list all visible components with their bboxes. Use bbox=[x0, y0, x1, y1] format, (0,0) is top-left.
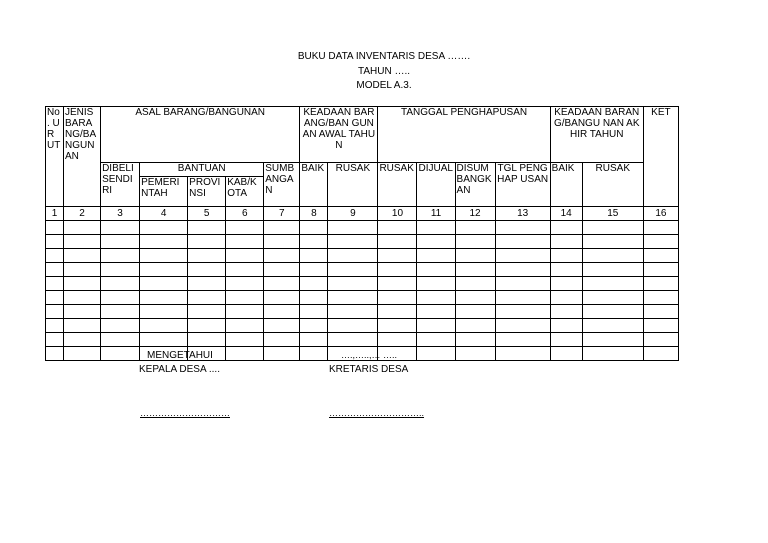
column-number-5: 5 bbox=[188, 207, 226, 221]
column-number-12: 12 bbox=[455, 207, 495, 221]
table-cell bbox=[46, 291, 64, 305]
header-asal-barang: ASAL BARANG/BANGUNAN bbox=[101, 107, 300, 163]
table-cell bbox=[582, 249, 643, 263]
table-cell bbox=[64, 319, 101, 333]
table-cell bbox=[417, 305, 455, 319]
column-number-10: 10 bbox=[378, 207, 417, 221]
table-cell bbox=[188, 333, 226, 347]
table-cell bbox=[550, 221, 582, 235]
table-cell bbox=[417, 333, 455, 347]
document-year: TAHUN ….. bbox=[357, 66, 411, 77]
table-cell bbox=[188, 235, 226, 249]
table-body bbox=[46, 221, 679, 361]
table-cell bbox=[300, 319, 328, 333]
table-cell bbox=[46, 221, 64, 235]
table-cell bbox=[188, 305, 226, 319]
table-cell bbox=[582, 347, 643, 361]
table-cell bbox=[378, 221, 417, 235]
table-cell bbox=[378, 235, 417, 249]
signature-line-left: ………………………… bbox=[140, 408, 230, 418]
table-cell bbox=[226, 333, 264, 347]
table-cell bbox=[495, 235, 550, 249]
table-cell bbox=[643, 305, 678, 319]
table-cell bbox=[300, 221, 328, 235]
table-cell bbox=[582, 221, 643, 235]
mengetahui-label: MENGETAHUI bbox=[147, 350, 213, 361]
table-cell bbox=[64, 249, 101, 263]
header-sumbangan: SUMB ANGA N bbox=[264, 163, 300, 207]
column-number-2: 2 bbox=[64, 207, 101, 221]
table-cell bbox=[226, 347, 264, 361]
column-number-13: 13 bbox=[495, 207, 550, 221]
table-cell bbox=[582, 235, 643, 249]
table-cell bbox=[455, 235, 495, 249]
table-cell bbox=[417, 347, 455, 361]
table-cell bbox=[101, 347, 140, 361]
table-cell bbox=[582, 291, 643, 305]
table-cell bbox=[264, 305, 300, 319]
table-cell bbox=[300, 305, 328, 319]
table-cell bbox=[101, 221, 140, 235]
table-cell bbox=[643, 277, 678, 291]
table-cell bbox=[226, 263, 264, 277]
table-row bbox=[46, 319, 679, 333]
table-cell bbox=[64, 333, 101, 347]
table-cell bbox=[226, 319, 264, 333]
table-cell bbox=[550, 249, 582, 263]
table-cell bbox=[328, 235, 378, 249]
table-cell bbox=[643, 263, 678, 277]
table-cell bbox=[328, 319, 378, 333]
table-cell bbox=[64, 263, 101, 277]
column-number-7: 7 bbox=[264, 207, 300, 221]
table-row bbox=[46, 305, 679, 319]
column-number-4: 4 bbox=[140, 207, 188, 221]
table-cell bbox=[455, 221, 495, 235]
table-cell bbox=[643, 333, 678, 347]
header-keterangan: KET bbox=[643, 107, 678, 207]
column-number-3: 3 bbox=[101, 207, 140, 221]
document-model: MODEL A.3. bbox=[356, 80, 412, 91]
column-number-14: 14 bbox=[550, 207, 582, 221]
table-cell bbox=[455, 291, 495, 305]
table-cell bbox=[378, 333, 417, 347]
table-cell bbox=[101, 333, 140, 347]
table-cell bbox=[226, 291, 264, 305]
table-cell bbox=[188, 221, 226, 235]
table-cell bbox=[495, 249, 550, 263]
table-cell bbox=[264, 249, 300, 263]
table-cell bbox=[140, 305, 188, 319]
table-cell bbox=[264, 291, 300, 305]
table-cell bbox=[582, 305, 643, 319]
table-cell bbox=[300, 333, 328, 347]
table-cell bbox=[264, 235, 300, 249]
kepala-desa-label: KEPALA DESA .... bbox=[139, 364, 220, 375]
table-cell bbox=[300, 277, 328, 291]
table-cell bbox=[495, 305, 550, 319]
table-cell bbox=[64, 235, 101, 249]
table-cell bbox=[455, 305, 495, 319]
table-cell bbox=[550, 235, 582, 249]
table-cell bbox=[140, 235, 188, 249]
table-cell bbox=[495, 263, 550, 277]
table-cell bbox=[226, 277, 264, 291]
table-cell bbox=[582, 319, 643, 333]
table-cell bbox=[328, 249, 378, 263]
header-dibeli-sendiri: DIBELI SENDI RI bbox=[101, 163, 140, 207]
table-cell bbox=[643, 347, 678, 361]
table-cell bbox=[226, 249, 264, 263]
table-row bbox=[46, 235, 679, 249]
table-cell bbox=[188, 291, 226, 305]
table-cell bbox=[550, 333, 582, 347]
table-cell bbox=[328, 291, 378, 305]
header-pemerintah: PEMERI NTAH bbox=[140, 177, 188, 207]
table-cell bbox=[264, 333, 300, 347]
table-cell bbox=[455, 263, 495, 277]
table-cell bbox=[378, 319, 417, 333]
header-jenis-barang: JENIS BARA NG/BA NGUN AN bbox=[64, 107, 101, 207]
table-cell bbox=[264, 277, 300, 291]
table-cell bbox=[140, 221, 188, 235]
table-cell bbox=[455, 249, 495, 263]
column-number-1: 1 bbox=[46, 207, 64, 221]
table-cell bbox=[643, 249, 678, 263]
table-cell bbox=[140, 319, 188, 333]
table-cell bbox=[64, 291, 101, 305]
table-cell bbox=[226, 221, 264, 235]
header-bantuan: BANTUAN bbox=[140, 163, 264, 177]
table-cell bbox=[264, 347, 300, 361]
header-tanggal-penghapusan: TANGGAL PENGHAPUSAN bbox=[378, 107, 550, 163]
table-cell bbox=[550, 347, 582, 361]
header-provinsi: PROVI NSI bbox=[188, 177, 226, 207]
header-keadaan-akhir: KEADAAN BARANG/BANGU NAN AKHIR TAHUN bbox=[550, 107, 643, 163]
table-cell bbox=[264, 319, 300, 333]
table-cell bbox=[417, 221, 455, 235]
table-cell bbox=[64, 305, 101, 319]
table-cell bbox=[46, 263, 64, 277]
table-cell bbox=[101, 319, 140, 333]
table-cell bbox=[226, 305, 264, 319]
header-keadaan-awal: KEADAAN BARANG/BAN GUNAN AWAL TAHUN bbox=[300, 107, 378, 163]
table-row bbox=[46, 277, 679, 291]
table-cell bbox=[550, 305, 582, 319]
table-cell bbox=[300, 249, 328, 263]
table-cell bbox=[46, 235, 64, 249]
table-cell bbox=[550, 291, 582, 305]
table-cell bbox=[46, 333, 64, 347]
column-number-6: 6 bbox=[226, 207, 264, 221]
table-cell bbox=[455, 319, 495, 333]
table-cell bbox=[643, 235, 678, 249]
table-cell bbox=[300, 235, 328, 249]
document-title: BUKU DATA INVENTARIS DESA ……. bbox=[297, 51, 471, 62]
column-number-11: 11 bbox=[417, 207, 455, 221]
table-cell bbox=[495, 319, 550, 333]
table-cell bbox=[417, 277, 455, 291]
table-cell bbox=[643, 319, 678, 333]
table-cell bbox=[328, 263, 378, 277]
header-dijual: DIJUAL bbox=[417, 163, 455, 207]
table-cell bbox=[495, 277, 550, 291]
table-cell bbox=[328, 221, 378, 235]
column-number-16: 16 bbox=[643, 207, 678, 221]
table-cell bbox=[300, 263, 328, 277]
table-cell bbox=[417, 291, 455, 305]
signature-line-right: ………………………….. bbox=[329, 408, 425, 418]
header-rusak-hapus: RUSAK bbox=[378, 163, 417, 207]
inventory-table bbox=[45, 106, 679, 361]
table-cell bbox=[378, 277, 417, 291]
table-cell bbox=[455, 347, 495, 361]
column-number-15: 15 bbox=[582, 207, 643, 221]
table-cell bbox=[188, 249, 226, 263]
table-cell bbox=[101, 235, 140, 249]
table-cell bbox=[188, 319, 226, 333]
place-date-line: ….,…..,… ….. bbox=[341, 350, 398, 360]
table-cell bbox=[46, 319, 64, 333]
table-cell bbox=[46, 347, 64, 361]
table-cell bbox=[101, 249, 140, 263]
table-row bbox=[46, 291, 679, 305]
header-no-urut: No . UR UT bbox=[46, 107, 64, 207]
table-cell bbox=[495, 291, 550, 305]
table-cell bbox=[417, 249, 455, 263]
table-cell bbox=[643, 291, 678, 305]
table-cell bbox=[300, 291, 328, 305]
table-cell bbox=[417, 235, 455, 249]
header-disumbangkan: DISUM BANGK AN bbox=[455, 163, 495, 207]
table-cell bbox=[378, 249, 417, 263]
table-cell bbox=[328, 333, 378, 347]
header-baik-akhir: BAIK bbox=[550, 163, 582, 207]
table-row bbox=[46, 333, 679, 347]
table-cell bbox=[226, 235, 264, 249]
table-cell bbox=[550, 277, 582, 291]
header-tgl-penghapusan: TGL PENGHAP USAN bbox=[495, 163, 550, 207]
table-cell bbox=[101, 291, 140, 305]
table-cell bbox=[101, 277, 140, 291]
table-cell bbox=[328, 305, 378, 319]
table-cell bbox=[495, 333, 550, 347]
table-cell bbox=[64, 277, 101, 291]
table-cell bbox=[188, 277, 226, 291]
table-cell bbox=[582, 333, 643, 347]
table-cell bbox=[495, 347, 550, 361]
table-cell bbox=[300, 347, 328, 361]
table-cell bbox=[643, 221, 678, 235]
header-baik-awal: BAIK bbox=[300, 163, 328, 207]
table-cell bbox=[328, 277, 378, 291]
table-cell bbox=[140, 249, 188, 263]
table-cell bbox=[140, 277, 188, 291]
table-cell bbox=[140, 333, 188, 347]
table-cell bbox=[140, 291, 188, 305]
header-rusak-akhir: RUSAK bbox=[582, 163, 643, 207]
table-cell bbox=[378, 305, 417, 319]
table-cell bbox=[101, 263, 140, 277]
table-cell bbox=[417, 263, 455, 277]
table-cell bbox=[417, 319, 455, 333]
table-cell bbox=[188, 263, 226, 277]
table-cell bbox=[378, 291, 417, 305]
table-cell bbox=[264, 263, 300, 277]
table-cell bbox=[46, 277, 64, 291]
table-cell bbox=[140, 263, 188, 277]
table-cell bbox=[495, 221, 550, 235]
table-row bbox=[46, 263, 679, 277]
table-cell bbox=[378, 263, 417, 277]
table-cell bbox=[455, 277, 495, 291]
column-number-9: 9 bbox=[328, 207, 378, 221]
table-row bbox=[46, 221, 679, 235]
table-cell bbox=[582, 263, 643, 277]
table-cell bbox=[550, 263, 582, 277]
column-number-8: 8 bbox=[300, 207, 328, 221]
table-cell bbox=[455, 333, 495, 347]
column-number-row bbox=[46, 207, 679, 221]
header-kab-kota: KAB/K OTA bbox=[226, 177, 264, 207]
table-cell bbox=[46, 305, 64, 319]
table-cell bbox=[64, 221, 101, 235]
table-cell bbox=[64, 347, 101, 361]
table-cell bbox=[46, 249, 64, 263]
table-cell bbox=[264, 221, 300, 235]
table-cell bbox=[582, 277, 643, 291]
table-cell bbox=[101, 305, 140, 319]
sekretaris-desa-label: KRETARIS DESA bbox=[329, 364, 409, 375]
table-cell bbox=[550, 319, 582, 333]
table-row bbox=[46, 249, 679, 263]
header-rusak-awal: RUSAK bbox=[328, 163, 378, 207]
